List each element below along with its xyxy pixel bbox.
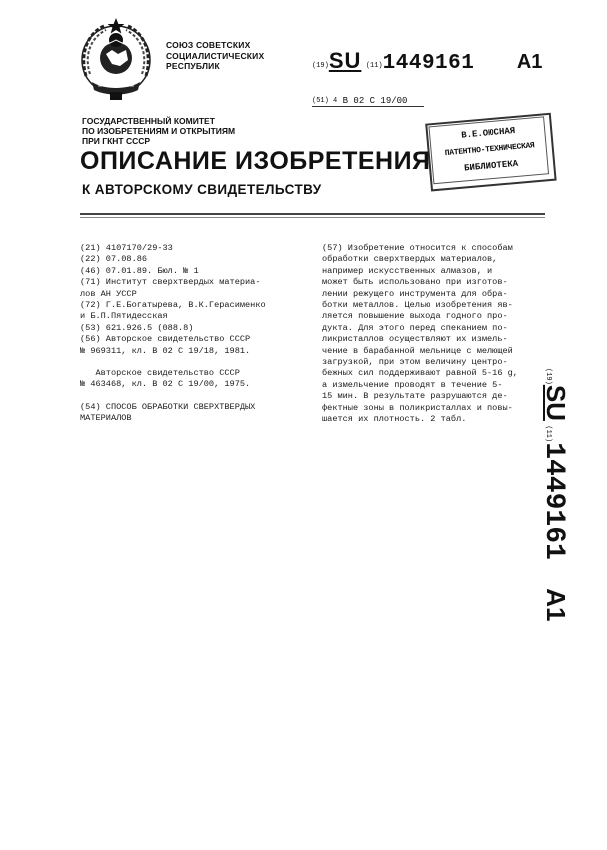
abstract-line: а измельчение проводят в течение 5- <box>322 379 503 390</box>
document-subtitle: К АВТОРСКОМУ СВИДЕТЕЛЬСТВУ <box>82 182 322 197</box>
biblio-line: (56) Авторское свидетельство СССР <box>80 334 251 345</box>
abstract-line: загрузкой, при этом величину центро- <box>322 357 508 368</box>
side-kind: A1 <box>541 588 571 622</box>
biblio-line: (21) 4107170/29-33 <box>80 243 173 253</box>
abstract-line: ликристаллов осуществляют их измель- <box>322 334 508 345</box>
abstract-line: чение в барабанной мельнице с мелющей <box>322 345 513 356</box>
bibliographic-data <box>80 243 305 425</box>
code-19: (19) <box>312 62 329 70</box>
stamp-line: ПАТЕНТНО-ТЕХНИЧЕСКАЯ <box>444 141 535 159</box>
country-code: SU <box>328 48 362 73</box>
country-line: РЕСПУБЛИК <box>166 61 220 71</box>
patent-id-line <box>312 48 542 75</box>
side-code-19: (19) <box>544 368 552 385</box>
abstract-line: 15 мин. В результате разрушаются де- <box>322 391 508 402</box>
biblio-line: и Б.П.Пятидесская <box>80 311 168 322</box>
abstract-line: обработки сверхтвердых материалов, <box>322 254 498 265</box>
divider <box>80 213 545 215</box>
abstract-line: например искусственных алмазов, и <box>322 265 493 276</box>
patent-number: 1449161 <box>382 52 475 75</box>
biblio-line: лов АН УССР <box>80 288 137 299</box>
committee-line: ГОСУДАРСТВЕННЫЙ КОМИТЕТ <box>82 116 215 126</box>
kind-code: A1 <box>516 51 543 73</box>
code-11: (11) <box>365 62 383 70</box>
biblio-line: (46) 07.01.89. Бюл. № 1 <box>80 265 199 276</box>
abstract <box>322 243 552 426</box>
invention-title-line: МАТЕРИАЛОВ <box>80 413 132 424</box>
abstract-line: ляется повышение выхода годного про- <box>322 311 508 322</box>
biblio-line: № 463468, кл. В 02 С 19/00, 1975. <box>80 379 251 390</box>
ipc-value: В 02 С 19/00 <box>342 96 408 106</box>
abstract-line: (57) Изобретение относится к способам <box>322 243 513 253</box>
country-line: СОЦИАЛИСТИЧЕСКИХ <box>166 50 265 61</box>
divider-thin <box>80 217 545 218</box>
invention-title-line: (54) СПОСОБ ОБРАБОТКИ СВЕРХТВЕРДЫХ <box>80 401 256 412</box>
biblio-line: № 969311, кл. В 02 С 19/18, 1981. <box>80 345 251 356</box>
committee-line: ПО ИЗОБРЕТЕНИЯМ И ОТКРЫТИЯМ <box>82 126 236 136</box>
side-country-code: SU <box>541 384 571 421</box>
ipc-code-label: (51) 4 <box>312 97 338 105</box>
side-code-11: (11) <box>544 425 552 443</box>
biblio-line: (53) 621.926.5 (088.8) <box>80 322 194 333</box>
abstract-line: бежных сил поддерживают равной 5-16 g, <box>322 368 518 379</box>
biblio-line: (72) Г.Е.Богатырева, В.К.Герасименко <box>80 300 266 311</box>
side-patent-text <box>538 368 571 622</box>
abstract-line: ботки металлов. Целью изобретения яв- <box>322 300 513 311</box>
stamp-line: БИБЛИОТЕКА <box>463 158 519 174</box>
ussr-emblem-icon <box>76 16 156 104</box>
biblio-line: (22) 07.08.86 <box>80 254 148 265</box>
side-patent-number <box>538 368 573 668</box>
library-stamp <box>425 113 559 194</box>
abstract-line: дукта. Для этого перед спеканием по- <box>322 322 508 333</box>
abstract-line: может быть использовано при изготов- <box>322 277 508 288</box>
ipc-underline <box>312 106 424 107</box>
side-number: 1449161 <box>538 442 569 560</box>
abstract-line: лении режущего инструмента для обра- <box>322 288 508 299</box>
committee-line: ПРИ ГКНТ СССР <box>82 136 151 146</box>
country-name <box>166 40 264 72</box>
ipc-classification <box>312 96 407 106</box>
abstract-line: шается их плотность. 2 табл. <box>322 414 467 425</box>
biblio-line: Авторское свидетельство СССР <box>80 368 240 379</box>
biblio-line: (71) Институт сверхтвердых материа- <box>80 277 261 288</box>
abstract-line: фектные зоны в поликристаллах и повы- <box>322 402 513 413</box>
country-line: СОЮЗ СОВЕТСКИХ <box>166 40 251 50</box>
committee-name <box>82 116 235 146</box>
document-title: ОПИСАНИЕ ИЗОБРЕТЕНИЯ <box>80 147 431 175</box>
stamp-line: В.Е.ОЮСНАЯ <box>460 125 516 141</box>
